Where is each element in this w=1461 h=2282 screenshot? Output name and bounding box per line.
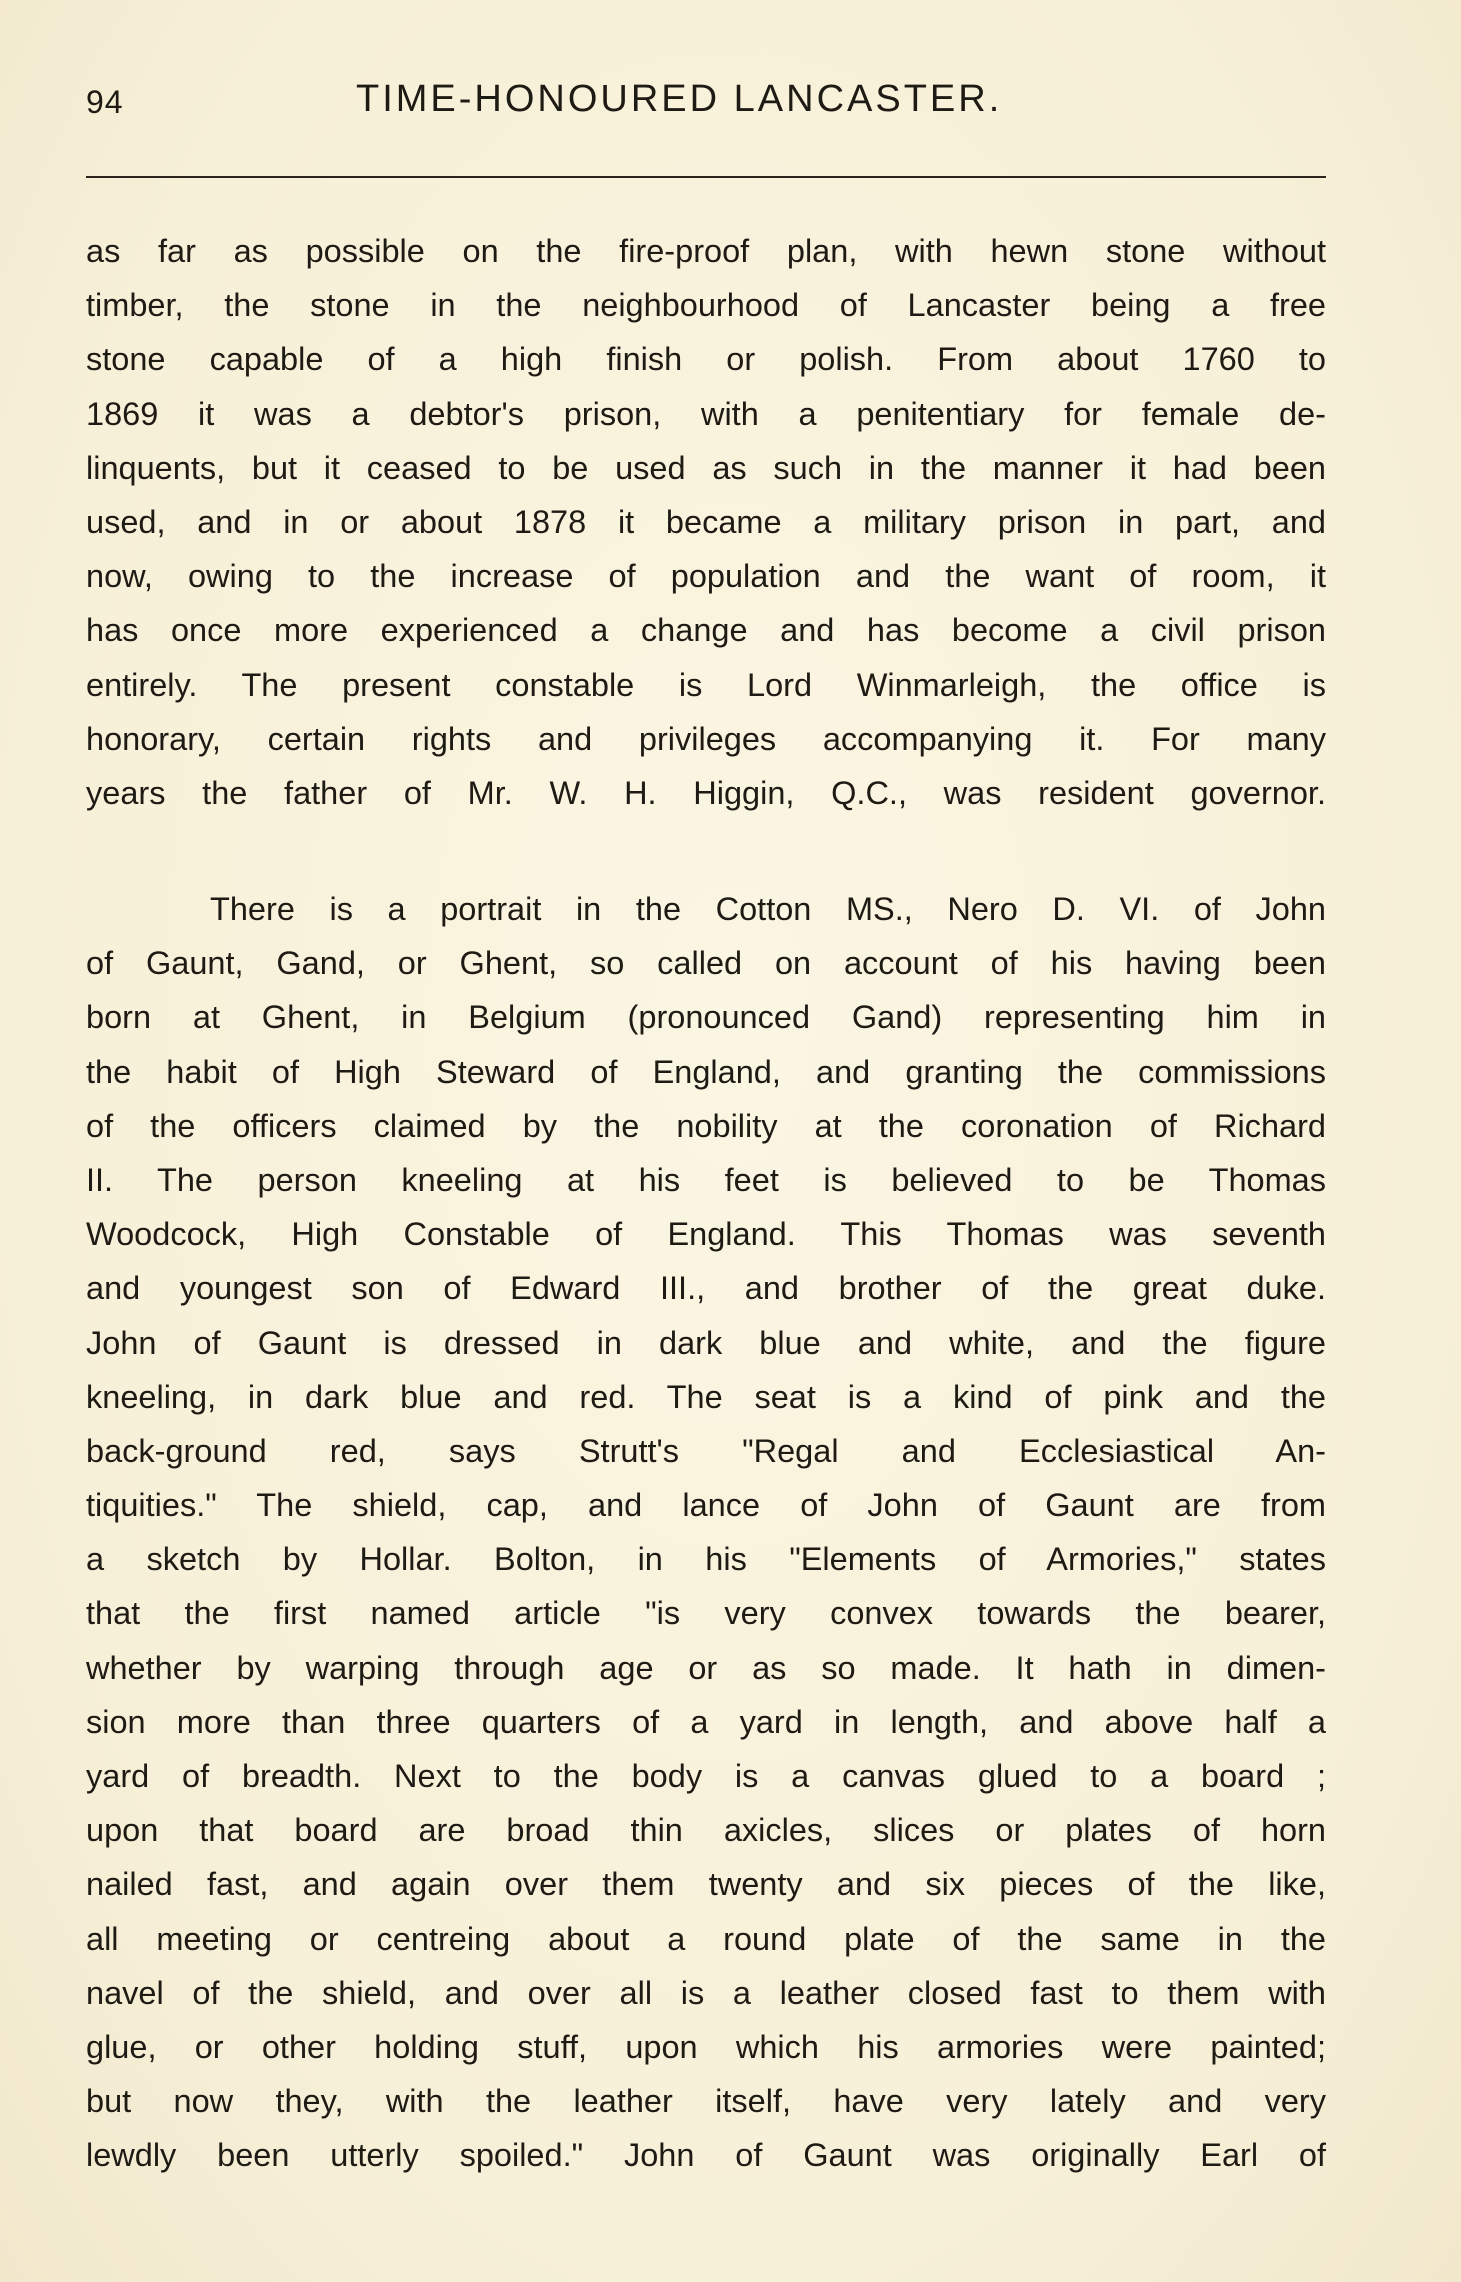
text-line: honorary, certain rights and privileges accompanying it. For many (86, 720, 1326, 757)
text-line: used, and in or about 1878 it became a military prison in part, and (86, 503, 1326, 540)
text-line: II. The person kneeling at his feet is believed to be Thomas (86, 1161, 1326, 1198)
text-line: kneeling, in dark blue and red. The seat is a kind of pink and the (86, 1378, 1326, 1415)
text-line: back-ground red, says Strutt's "Regal and Ecclesiastical An- (86, 1432, 1326, 1469)
text-line: whether by warping through age or as so made. It hath in dimen- (86, 1649, 1326, 1686)
page-header (86, 78, 1326, 128)
text-line: Woodcock, High Constable of England. This Thomas was seventh (86, 1216, 1326, 1253)
paragraph-2 (86, 882, 1326, 2183)
text-line: glue, or other holding stuff, upon which his armories were painted; (86, 2028, 1326, 2065)
text-line: has once more experienced a change and has become a civil prison (86, 612, 1326, 649)
text-line: born at Ghent, in Belgium (pronounced Gand) representing him in (86, 999, 1326, 1036)
text-line: navel of the shield, and over all is a leather closed fast to them with (86, 1974, 1326, 2011)
running-title: TIME-HONOURED LANCASTER. (356, 78, 1003, 120)
text-line: There is a portrait in the Cotton MS., Nero D. VI. of John (210, 891, 1326, 927)
text-line: yard of breadth. Next to the body is a canvas glued to a board ; (86, 1758, 1326, 1794)
text-line: of Gaunt, Gand, or Ghent, so called on account of his having been (86, 945, 1326, 982)
text-line: as far as possible on the fire-proof plan, with hewn stone without (86, 233, 1326, 269)
text-line: a sketch by Hollar. Bolton, in his "Elements of Armories," states (86, 1541, 1326, 1578)
text-line: years the father of Mr. W. H. Higgin, Q.C., was resident governor. (86, 774, 1326, 811)
text-line: lewdly been utterly spoiled." John of Gaunt was originally Earl of (86, 2137, 1326, 2174)
text-line: linquents, but it ceased to be used as such in the manner it had been (86, 449, 1326, 486)
text-line: sion more than three quarters of a yard in length, and above half a (86, 1703, 1326, 1740)
text-line: John of Gaunt is dressed in dark blue and white, and the figure (86, 1324, 1326, 1361)
text-line: but now they, with the leather itself, have very lately and very (86, 2083, 1326, 2120)
text-line: that the first named article "is very convex towards the bearer, (86, 1595, 1326, 1632)
text-line: upon that board are broad thin axicles, slices or plates of horn (86, 1812, 1326, 1849)
text-line: tiquities." The shield, cap, and lance of John of Gaunt are from (86, 1487, 1326, 1524)
text-line: timber, the stone in the neighbourhood of Lancaster being a free (86, 287, 1326, 324)
text-line: all meeting or centreing about a round plate of the same in the (86, 1920, 1326, 1957)
text-line: 1869 it was a debtor's prison, with a penitentiary for female de- (86, 395, 1326, 432)
page-number: 94 (86, 84, 124, 120)
text-line: of the officers claimed by the nobility at the coronation of Richard (86, 1107, 1326, 1144)
text-line: the habit of High Steward of England, and granting the commissions (86, 1053, 1326, 1090)
text-line: nailed fast, and again over them twenty and six pieces of the like, (86, 1866, 1326, 1903)
text-line: and youngest son of Edward III., and brother of the great duke. (86, 1270, 1326, 1307)
header-rule (86, 176, 1326, 178)
paragraph-1 (86, 224, 1326, 820)
text-line: now, owing to the increase of population and the want of room, it (86, 558, 1326, 595)
text-line: entirely. The present constable is Lord Winmarleigh, the office is (86, 666, 1326, 703)
text-line: stone capable of a high finish or polish. From about 1760 to (86, 341, 1326, 378)
